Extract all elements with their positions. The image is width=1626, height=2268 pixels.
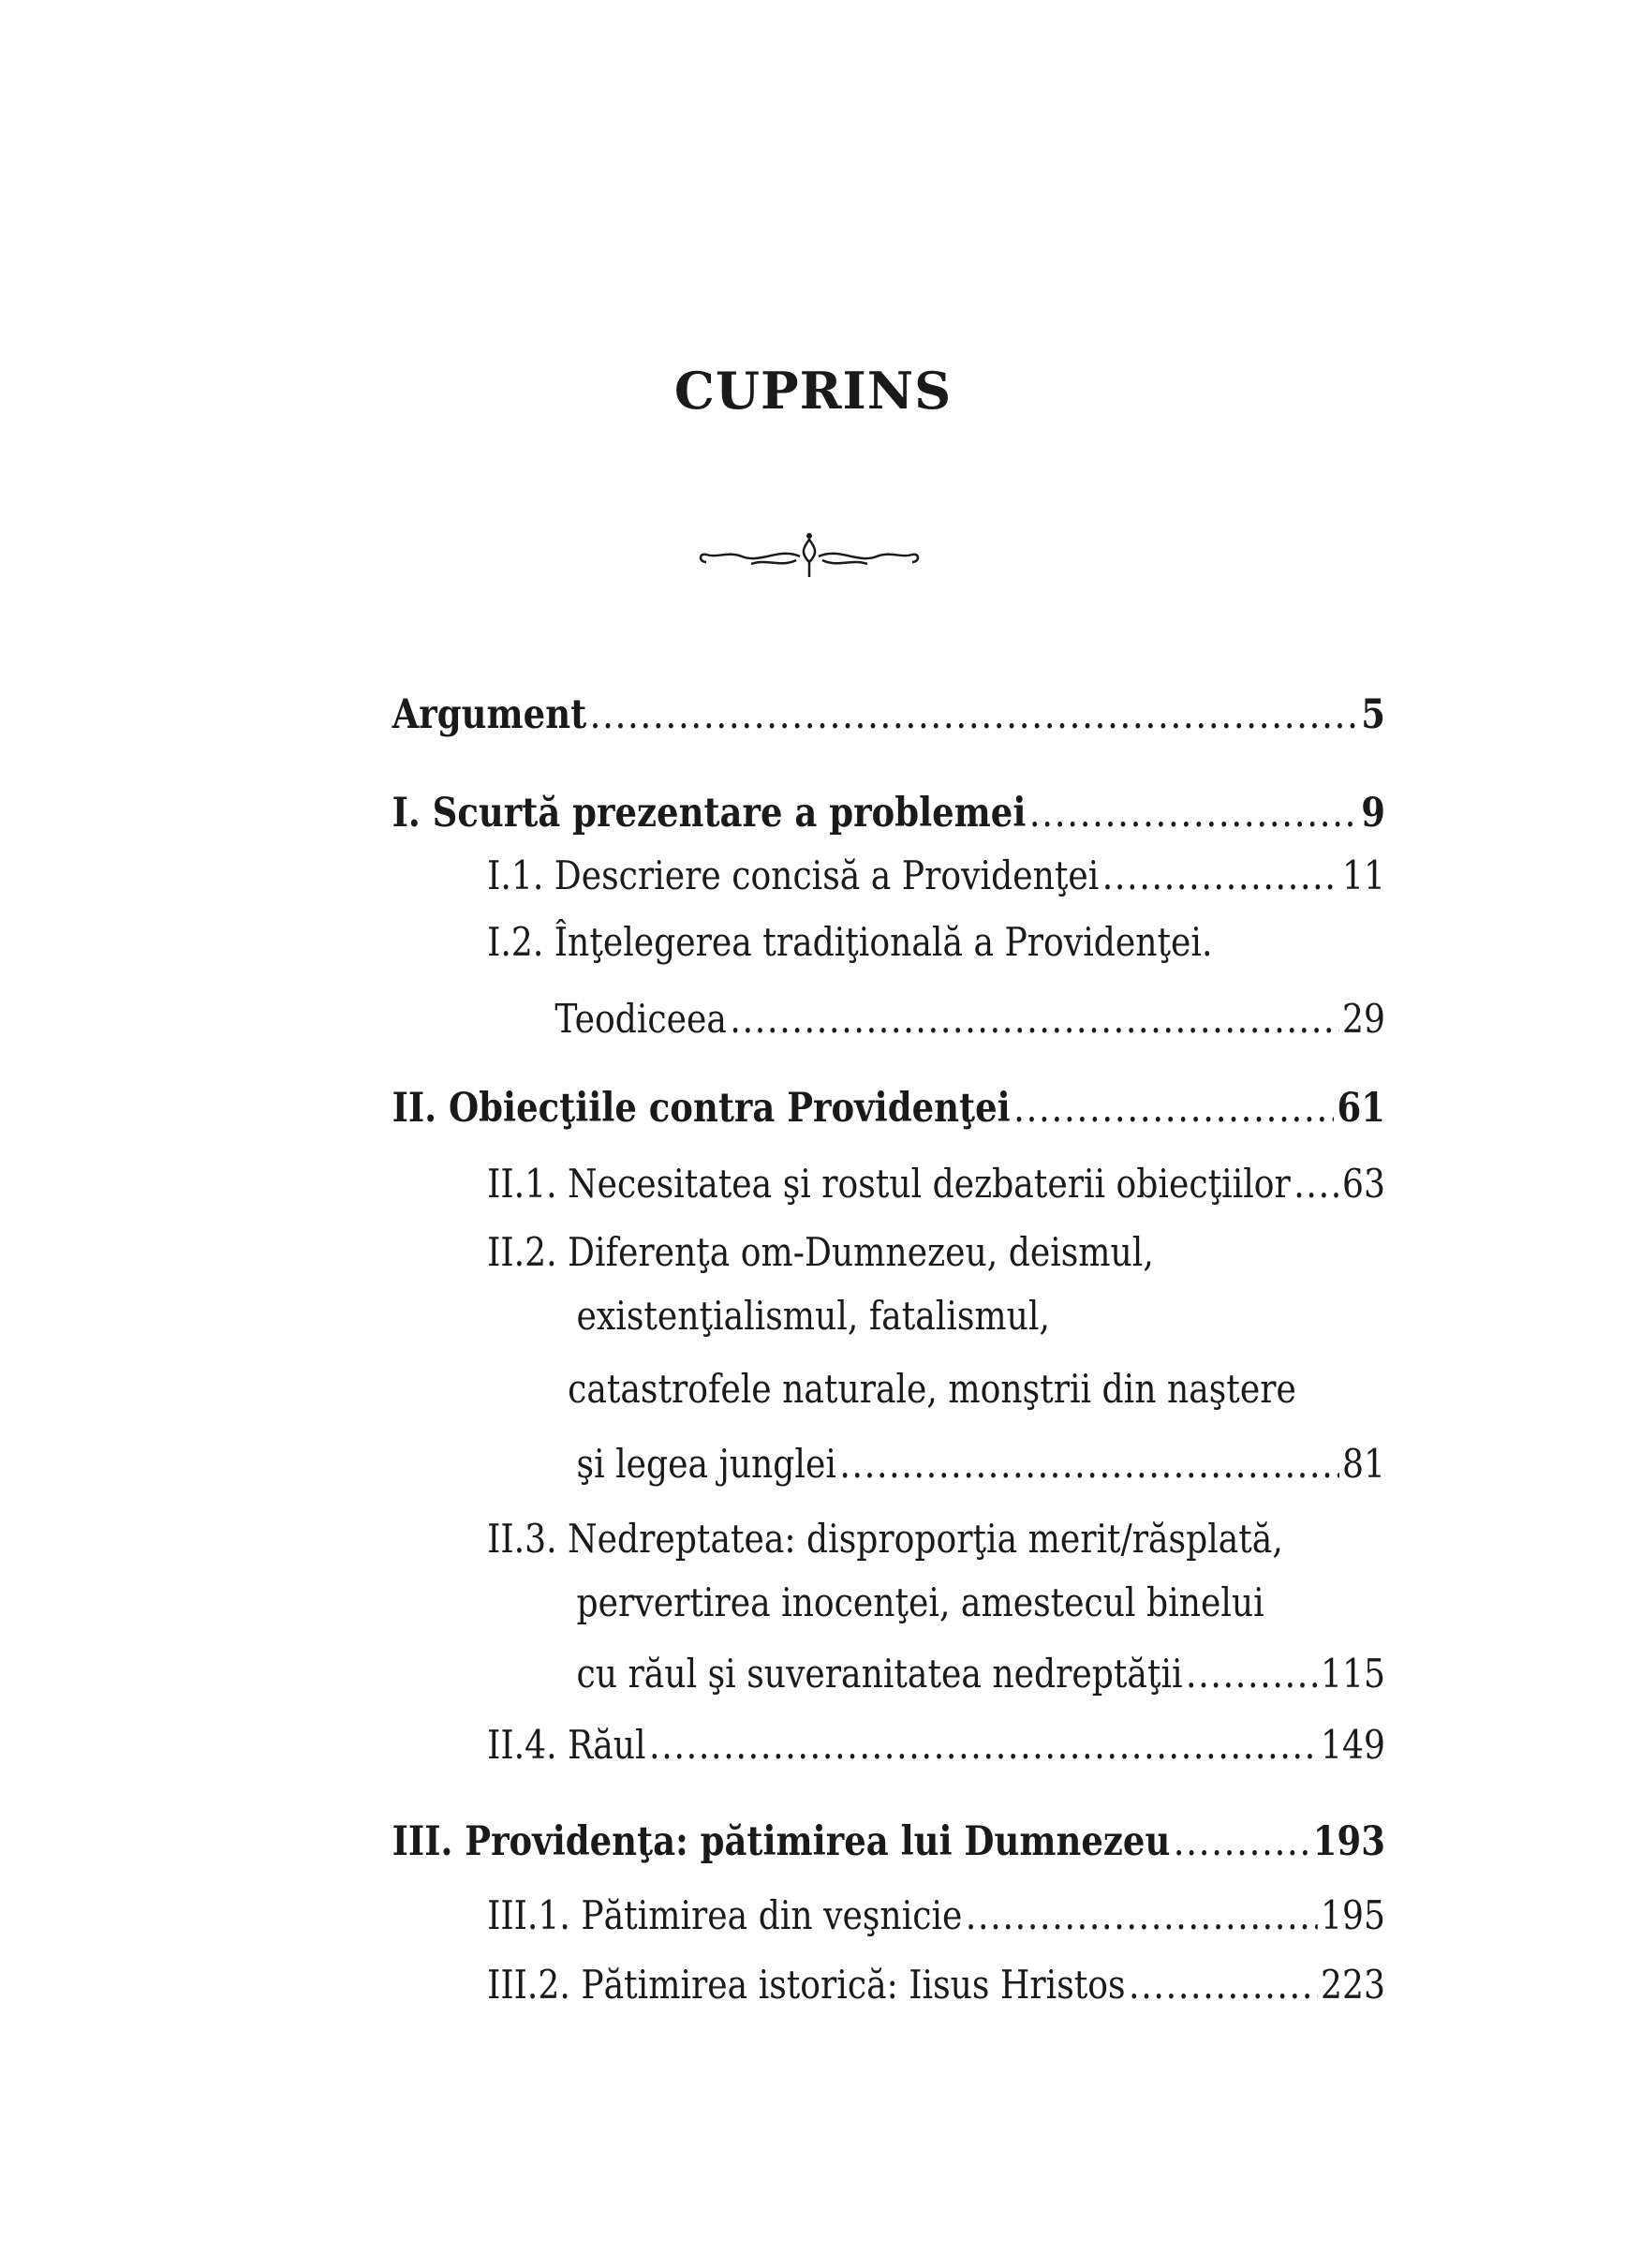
page-number: 9 <box>1361 790 1385 837</box>
leader-dots <box>966 1892 1318 1938</box>
leader-dots <box>730 996 1338 1042</box>
leader-dots <box>1293 1161 1338 1207</box>
leader-dots <box>1174 1818 1310 1865</box>
page-number: 223 <box>1321 1962 1385 2008</box>
decorative-scroll-divider-icon <box>695 530 924 583</box>
toc-entry-2-3-line1[interactable]: II.3. Nedreptatea: disproporţia merit/răsplată, <box>487 1516 1283 1562</box>
toc-entry-chapter-1[interactable]: I. Scurtă prezentare a problemei ..... 9 <box>392 790 1385 846</box>
toc-entry-3-1[interactable]: III.1. Pătimirea din veşnicie ..... 195 <box>487 1892 1385 1949</box>
page-number: 195 <box>1321 1892 1385 1938</box>
toc-entry-argument[interactable]: Argument ..... 5 <box>392 691 1385 748</box>
page-title: CUPRINS <box>673 361 953 421</box>
leader-dots <box>1029 790 1358 837</box>
toc-entry-1-2-line2[interactable]: Teodiceea ..... 29 <box>554 996 1385 1052</box>
leader-dots <box>1013 1085 1334 1132</box>
toc-entry-2-3-line2[interactable]: pervertirea inocenţei, amestecul binelui <box>576 1579 1264 1625</box>
page-number: 5 <box>1361 691 1385 738</box>
toc-entry-2-1[interactable]: II.1. Necesitatea şi rostul dezbaterii obiecţiilor ..... 63 <box>487 1161 1385 1217</box>
toc-entry-2-3-line3[interactable]: cu răul şi suveranitatea nedreptăţii ..... 115 <box>577 1651 1385 1707</box>
page-number: 29 <box>1342 996 1385 1042</box>
leader-dots <box>1186 1651 1318 1697</box>
toc-entry-3-2[interactable]: III.2. Pătimirea istorică: Iisus Hristos ..... 223 <box>487 1962 1385 2018</box>
toc-entry-chapter-3[interactable]: III. Providenţa: pătimirea lui Dumnezeu ..... 193 <box>392 1818 1385 1875</box>
page-number: 81 <box>1342 1441 1385 1487</box>
toc-entry-chapter-2[interactable]: II. Obiecţiile contra Providenţei ..... 61 <box>392 1085 1385 1141</box>
page-number: 11 <box>1342 852 1385 898</box>
leader-dots <box>839 1441 1338 1487</box>
page-number: 115 <box>1321 1651 1385 1697</box>
toc-entry-2-2-line4[interactable]: şi legea junglei ..... 81 <box>577 1441 1385 1497</box>
toc-entry-2-2-line2[interactable]: existenţialismul, fatalismul, <box>576 1293 1050 1339</box>
toc-entry-1-2-line1[interactable]: I.2. Înţelegerea tradiţională a Providenţei. <box>487 919 1213 965</box>
page-number: 193 <box>1312 1818 1385 1865</box>
leader-dots <box>1129 1962 1318 2008</box>
toc-entry-2-2-line1[interactable]: II.2. Diferenţa om-Dumnezeu, deismul, <box>487 1229 1154 1275</box>
leader-dots <box>1102 852 1339 898</box>
leader-dots <box>649 1722 1318 1768</box>
leader-dots <box>590 691 1358 738</box>
toc-entry-1-1[interactable]: I.1. Descriere concisă a Providenţei ..... 11 <box>487 852 1385 909</box>
page-number: 149 <box>1321 1722 1385 1768</box>
toc-entry-2-4[interactable]: II.4. Răul ..... 149 <box>487 1722 1385 1778</box>
page-number: 63 <box>1342 1161 1385 1207</box>
toc-entry-2-2-line3[interactable]: catastrofele naturale, monştrii din naştere <box>568 1366 1296 1412</box>
page-number: 61 <box>1337 1085 1385 1132</box>
